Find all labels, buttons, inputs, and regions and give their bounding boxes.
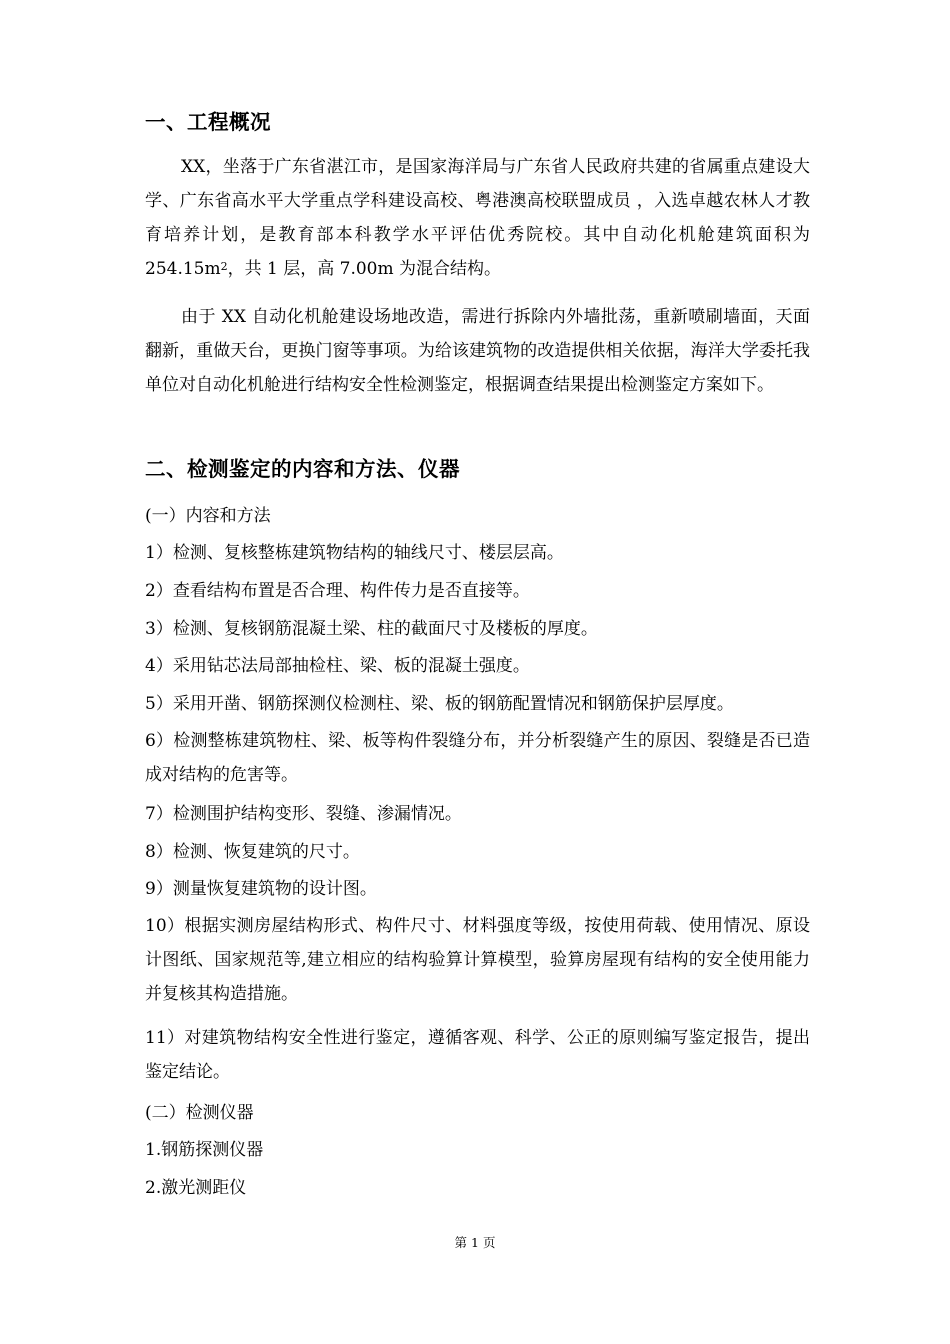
paragraph-reason: 由于 XX 自动化机舱建设场地改造，需进行拆除内外墙批荡，重新喷刷墙面，天面翻新，重做天台，更换门窗等事项。为给该建筑物的改造提供相关依据，海洋大学委托我单位对自动化机舱进行结构安全性检测鉴定，根据调查结果提出检测鉴定方案如下。 xyxy=(145,307,810,395)
list-item: 4）采用钻芯法局部抽检柱、梁、板的混凝土强度。 xyxy=(145,656,530,676)
list-item: 3）检测、复核钢筋混凝土梁、柱的截面尺寸及楼板的厚度。 xyxy=(145,619,598,639)
list-item: 10）根据实测房屋结构形式、构件尺寸、材料强度等级，按使用荷载、使用情况、原设计图纸、国家规范等,建立相应的结构验算计算模型，验算房屋现有结构的安全使用能力并复核其构造措施。 xyxy=(145,916,810,1004)
paragraph-text: ，共 1 层，高 7.00m 为混合结构。 xyxy=(227,259,502,279)
page-number: 第 1 页 xyxy=(454,1235,496,1250)
list-item: 6）检测整栋建筑物柱、梁、板等构件裂缝分布，并分析裂缝产生的原因、裂缝是否已造成对结构的危害等。 xyxy=(145,731,810,785)
instrument-item: 1.钢筋探测仪器 xyxy=(145,1140,264,1160)
list-item: 11）对建筑物结构安全性进行鉴定，遵循客观、科学、公正的原则编写鉴定报告，提出鉴定结论。 xyxy=(145,1028,810,1082)
list-item: 7）检测围护结构变形、裂缝、渗漏情况。 xyxy=(145,804,462,824)
paragraph-text: XX，坐落于广东省湛江市，是国家海洋局与广东省人民政府共建的省属重点建设大学、广东省高水平大学重点学科建设高校、粤港澳高校联盟成员 ，入选卓越农林人才教育培养计划，是教育部本科教学水平评估优秀院校。其中自动化机舱建筑面积为 254.15m xyxy=(145,157,810,279)
section-heading-2: 二、检测鉴定的内容和方法、仪器 xyxy=(145,457,460,481)
list-item: 5）采用开凿、钢筋探测仪检测柱、梁、板的钢筋配置情况和钢筋保护层厚度。 xyxy=(145,694,734,714)
superscript-2: 2 xyxy=(220,260,228,273)
list-item: 9）测量恢复建筑物的设计图。 xyxy=(145,879,377,899)
subheading-instruments: (二）检测仪器 xyxy=(145,1103,254,1123)
list-item: 1）检测、复核整栋建筑物结构的轴线尺寸、楼层层高。 xyxy=(145,543,564,563)
subheading-content-methods: (一）内容和方法 xyxy=(145,506,271,526)
paragraph-project-overview xyxy=(145,150,810,286)
section1-heading-block xyxy=(145,110,810,134)
section2-heading-block xyxy=(145,457,810,481)
instrument-item: 2.激光测距仪 xyxy=(145,1178,247,1198)
list-item: 2）查看结构布置是否合理、构件传力是否直接等。 xyxy=(145,581,530,601)
list-item: 8）检测、恢复建筑的尺寸。 xyxy=(145,842,360,862)
section-heading-1: 一、工程概况 xyxy=(145,110,271,134)
section1-paragraph-1 xyxy=(145,150,810,286)
section1-paragraph-2 xyxy=(145,300,810,402)
